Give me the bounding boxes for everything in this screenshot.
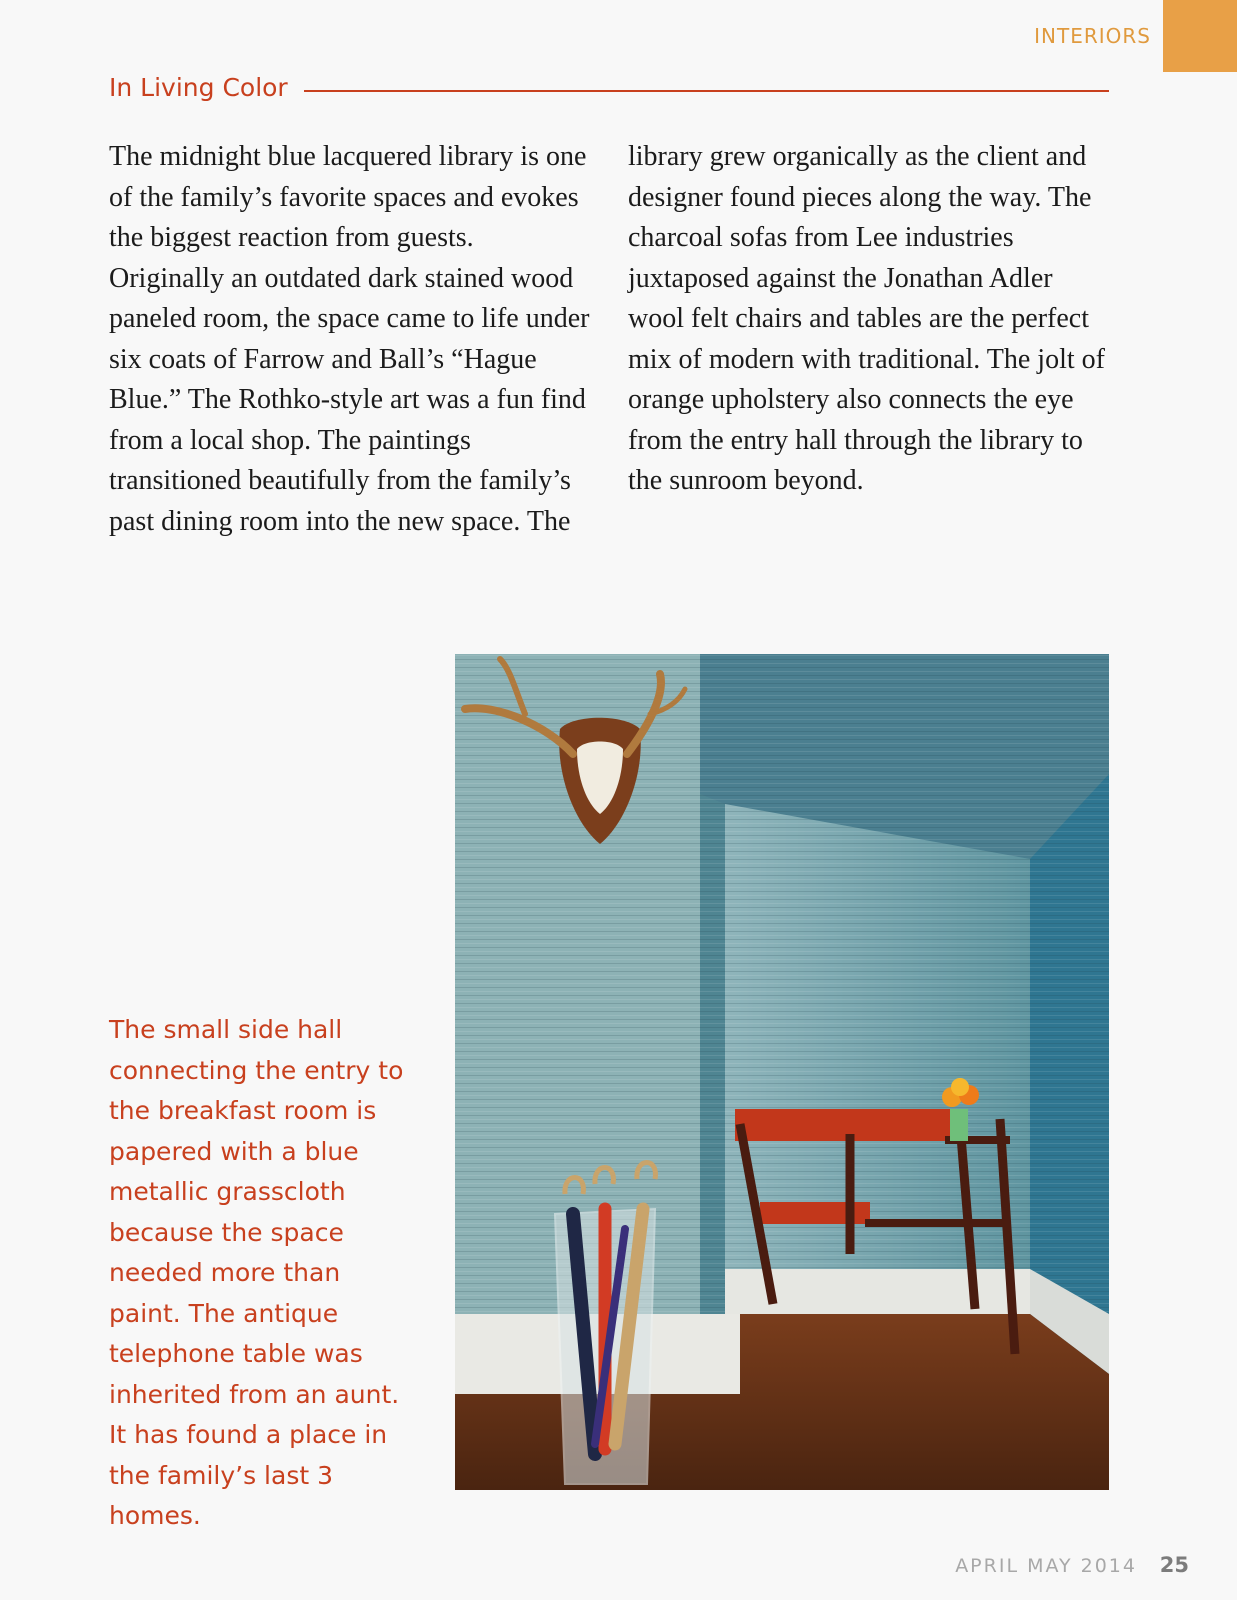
- header-rule: [304, 90, 1109, 92]
- issue-date: APRIL MAY 2014: [955, 1555, 1137, 1577]
- section-label: INTERIORS: [1034, 24, 1151, 48]
- hallway-photo: [455, 654, 1109, 1490]
- section-tab: [1163, 0, 1237, 72]
- photo-icon: [455, 654, 1109, 1490]
- article-title: In Living Color: [109, 73, 288, 102]
- photo-caption: The small side hall connecting the entry to the breakfast room is papered with a blue metallic grasscloth because the space needed more than paint. The antique telephone table was inherited from an aunt. It has found a place in the family’s last 3 homes.: [109, 1015, 404, 1530]
- article-body: The midnight blue lacquered library is one of the family’s favorite spaces and evokes the biggest reaction from guests. Originally an outdated dark stained wood paneled room, the space came to life under six coats of Farrow and Ball’s “Hague Blue.” The Rothko-style art was a fun find from a local shop. The paintings transitioned beautifully from the family’s past dining room into the new space. The library grew organically as the client and designer found pieces along the way. The charcoal sofas from Lee industries juxtaposed against the Jonathan Adler wool felt chairs and tables are the perfect mix of modern with traditional. The jolt of orange upholstery also connects the eye from the entry hall through the library to the sunroom beyond.: [109, 141, 1105, 537]
- page-number: 25: [1159, 1553, 1189, 1577]
- article-header: [109, 68, 1109, 102]
